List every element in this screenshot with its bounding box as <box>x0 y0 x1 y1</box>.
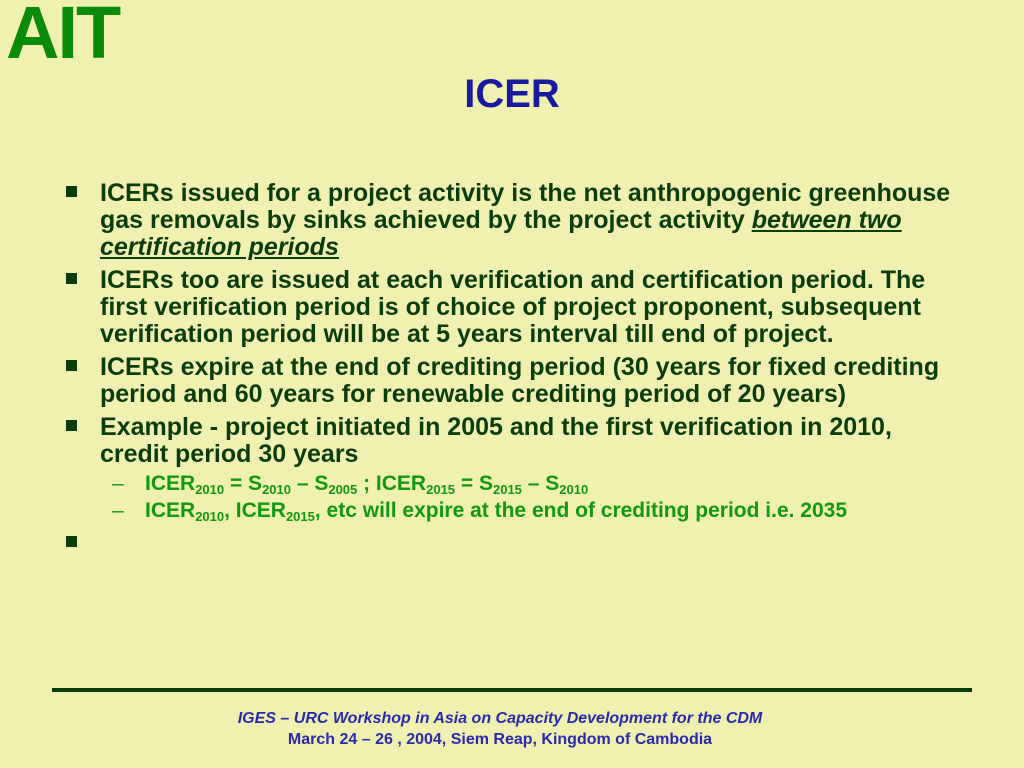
square-bullet-icon <box>66 186 77 197</box>
bullet-item <box>64 354 954 408</box>
square-bullet-icon <box>66 536 77 547</box>
bullet-text: ICERs issued for a project activity is the net anthropogenic greenhouse gas removals by sinks achieved by the project activity <box>100 179 951 234</box>
bullet-text: ICERs too are issued at each verification and certification period. The first verification period is of choice of project proponent, subsequent verification period will be at 5 years interval till end of project. <box>100 266 926 348</box>
bullet-text: Example - project initiated in 2005 and the first verification in 2010, credit period 30 years <box>100 413 892 468</box>
ait-logo: AIT <box>6 0 120 74</box>
bullet-item <box>64 267 954 348</box>
bullet-text: ICERs expire at the end of crediting period (30 years for fixed crediting period and 60 years for renewable crediting period of 20 years) <box>100 353 940 408</box>
bullet-list <box>64 180 954 563</box>
square-bullet-icon <box>66 360 77 371</box>
bullet-emphasis: between two certification periods <box>100 206 902 261</box>
footer <box>0 708 1000 750</box>
empty-bullet-item <box>64 530 954 557</box>
sub-bullet-item <box>64 499 954 522</box>
expiry-note: $ICER_{2010}$, $ICER_{2015}$, etc will expire at the end of crediting period i.e. 2035 <box>145 499 848 524</box>
footer-divider <box>52 688 972 692</box>
footer-line-2: March 24 – 26 , 2004, Siem Reap, Kingdom of Cambodia <box>287 731 713 748</box>
sub-bullet-item <box>64 472 954 495</box>
square-bullet-icon <box>66 420 77 431</box>
bullet-item <box>64 414 954 468</box>
formula: $ICER_{2010} = S_{2010} - S_{2005}$ ; $ICER_{2015} = S_{2015} - S_{2010}$ <box>145 472 589 497</box>
dash-bullet-icon: – <box>112 472 124 495</box>
square-bullet-icon <box>66 273 77 284</box>
dash-bullet-icon: – <box>112 499 124 522</box>
footer-line-1: IGES – URC Workshop in Asia on Capacity Development for the CDM <box>237 710 763 727</box>
slide-title: ICER <box>464 72 560 116</box>
bullet-item <box>64 180 954 261</box>
